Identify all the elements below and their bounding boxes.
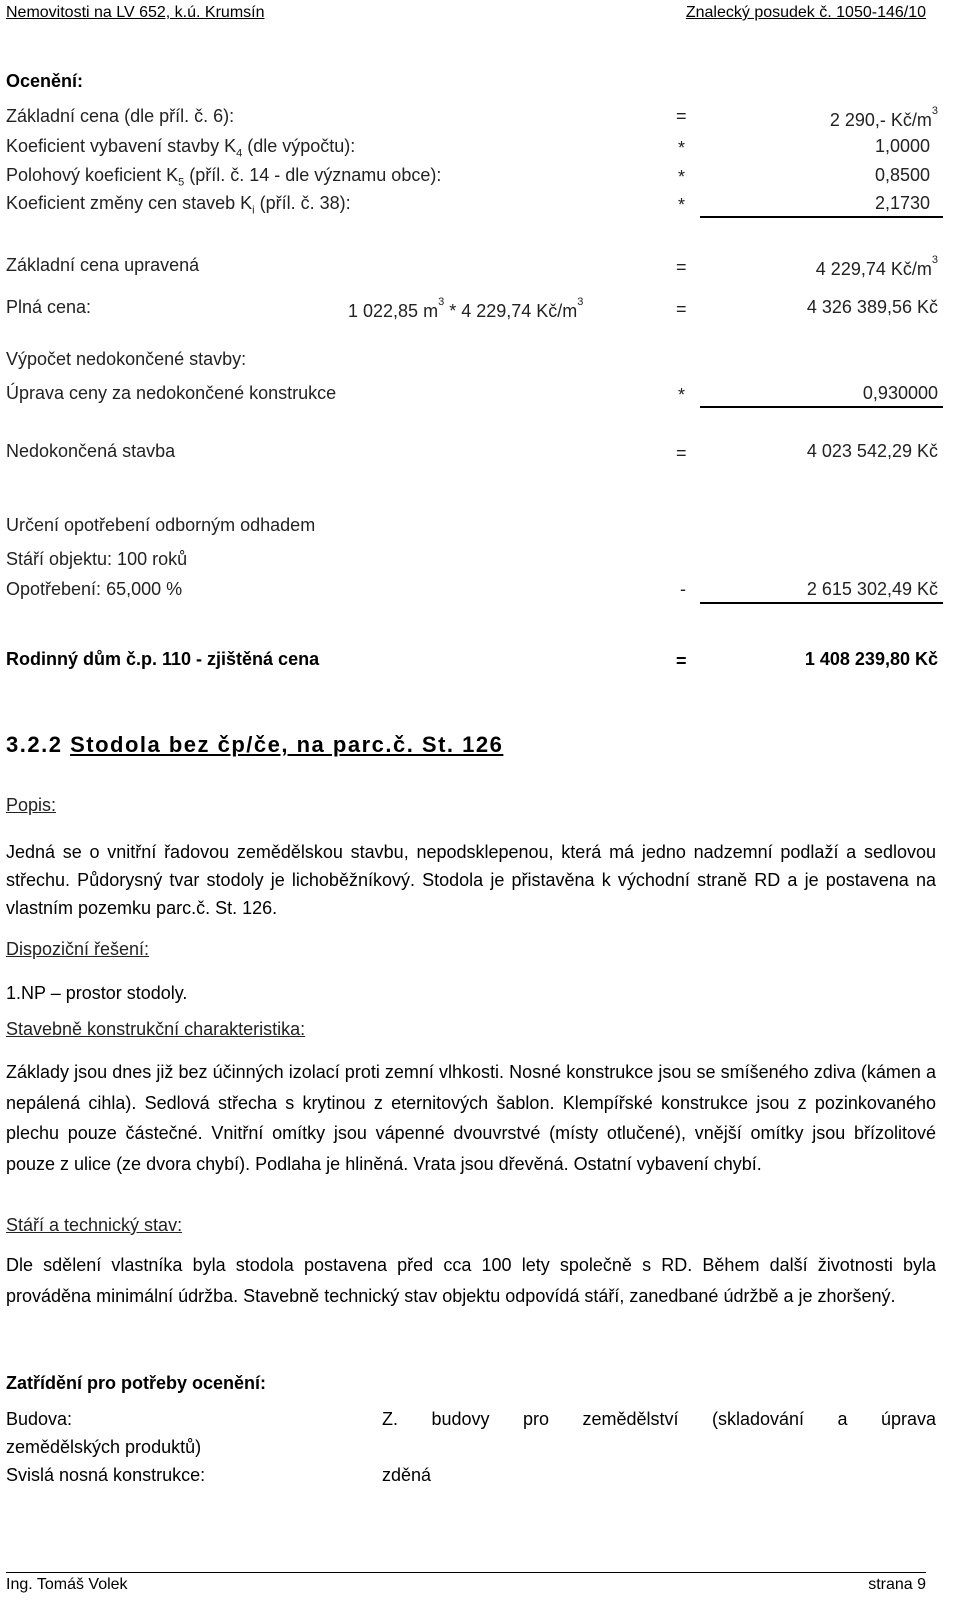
k4-value: 1,0000 [874, 136, 930, 156]
footer-right: strana 9 [868, 1576, 926, 1593]
unfinished-adjust-op: * [678, 385, 686, 405]
unfinished-value: 4 023 542,29 Kč [806, 441, 938, 461]
adjusted-op: = [676, 257, 687, 277]
full-price-label: Plná cena: [6, 297, 92, 317]
section-title: 3.2.2 Stodola bez čp/če, na parc.č. St. 126 [6, 732, 504, 757]
k4-label: Koeficient vybavení stavby $K_4$ (dle výpočtu): [6, 136, 356, 160]
full-price-calc: 1 022,85 $m^3 * 4$ 229,74 $Kč/m^3$ [348, 296, 584, 321]
popis-heading: Popis: [6, 795, 57, 815]
wear-label: Opotřebení: 65,000 % [6, 579, 183, 599]
wear-heading: Určení opotřebení odborným odhadem [6, 515, 316, 535]
k5-value: 0,8500 [874, 165, 930, 185]
konstr-text: Základy jsou dnes již bez účinných izolací proti zemní vlhkosti. Nosné konstrukce jsou se smíšeného zdiva (kámen a nepálená cihla). Sedlová střecha s krytinou z eternitových šablon. Klempířské konstrukce jsou z pozinkovaného plechu pouze částečné. Vnitřní omítky jsou vápenné dvouvrstvé (místy otlučené), vnější omítky jsou břízolitové pouze z ulice (ze dvora chybí). Podlaha je hliněná. Vrata jsou dřevěná. Ostatní vybavení chybí. [6, 1062, 936, 1174]
base-price-op: = [676, 106, 687, 126]
k5-op: * [678, 167, 686, 187]
konstr-heading: Stavebně konstrukční charakteristika: [6, 1019, 306, 1039]
footer-rule [6, 1572, 926, 1573]
adjusted-label: Základní cena upravená [6, 255, 200, 275]
result-op: = [676, 651, 687, 671]
header-right: Znalecký posudek č. 1050-146/10 [685, 4, 926, 21]
stav-heading: Stáří a technický stav: [6, 1215, 183, 1235]
unfinished-label: Nedokončená stavba [6, 441, 176, 461]
dispo-heading: Dispoziční řešení: [6, 939, 150, 959]
svisla-value: zděná [382, 1465, 432, 1485]
budova-value-cont: zemědělských produktů) [6, 1437, 202, 1457]
result-value: 1 408 239,80 Kč [804, 649, 938, 669]
dispo-text: 1.NP – prostor stodoly. [6, 983, 188, 1003]
header-left: Nemovitosti na LV 652, k.ú. Krumsín [6, 4, 265, 21]
wear-value: 2 615 302,49 Kč [806, 579, 938, 599]
valuation-heading: Ocenění: [6, 71, 84, 91]
unfinished-op: = [676, 443, 687, 463]
ki-op: * [678, 195, 686, 215]
k5-label: Polohový koeficient $K_5$ (příl. č. 14 - dle významu obce): [6, 165, 442, 189]
ki-label: Koeficient změny cen staveb $K_i$ (příl. č. 38): [6, 193, 351, 217]
unfinished-adjust-value: 0,930000 [862, 383, 938, 403]
adjusted-value: 4 229,74 $Kč/m^3$ [815, 254, 938, 279]
age-text: Stáří objektu: 100 roků [6, 549, 188, 569]
wear-op: - [680, 579, 686, 599]
footer-left: Ing. Tomáš Volek [6, 1576, 128, 1593]
base-price-label: Základní cena (dle příl. č. 6): [6, 106, 235, 126]
result-label: Rodinný dům č.p. 110 - zjištěná cena [6, 649, 320, 669]
budova-value: Z. budovy pro zemědělství (skladování a úprava [382, 1409, 936, 1429]
k4-op: * [678, 138, 686, 158]
stav-text: Dle sdělení vlastníka byla stodola postavena před cca 100 lety společně s RD. Během další životnosti byla prováděna minimální údržba. Stavebně technický stav objektu odpovídá stáří, zanedbané údržbě a je zhoršený. [6, 1255, 936, 1306]
ki-value: 2,1730 [874, 193, 930, 213]
unfinished-adjust-label: Úprava ceny za nedokončené konstrukce [6, 383, 337, 403]
full-price-op: = [676, 299, 687, 319]
budova-label: Budova: [6, 1409, 73, 1429]
zatr-heading: Zatřídění pro potřeby ocenění: [6, 1373, 267, 1393]
svisla-label: Svislá nosná konstrukce: [6, 1465, 206, 1485]
sum-line-2 [700, 406, 943, 408]
sum-line-1 [700, 216, 943, 218]
unfinished-heading: Výpočet nedokončené stavby: [6, 349, 247, 369]
base-price-value: 2 290,- $Kč/m^3$ [829, 105, 938, 130]
sum-line-3 [700, 602, 943, 604]
popis-text: Jedná se o vnitřní řadovou zemědělskou stavbu, nepodsklepenou, která má jedno nadzemní podlaží a sedlovou střechu. Půdorysný tvar stodoly je lichoběžníkový. Stodola je přistavěna k východní straně RD a je postavena na vlastním pozemku parc.č. St. 126. [6, 842, 936, 918]
full-price-value: 4 326 389,56 Kč [806, 297, 938, 317]
